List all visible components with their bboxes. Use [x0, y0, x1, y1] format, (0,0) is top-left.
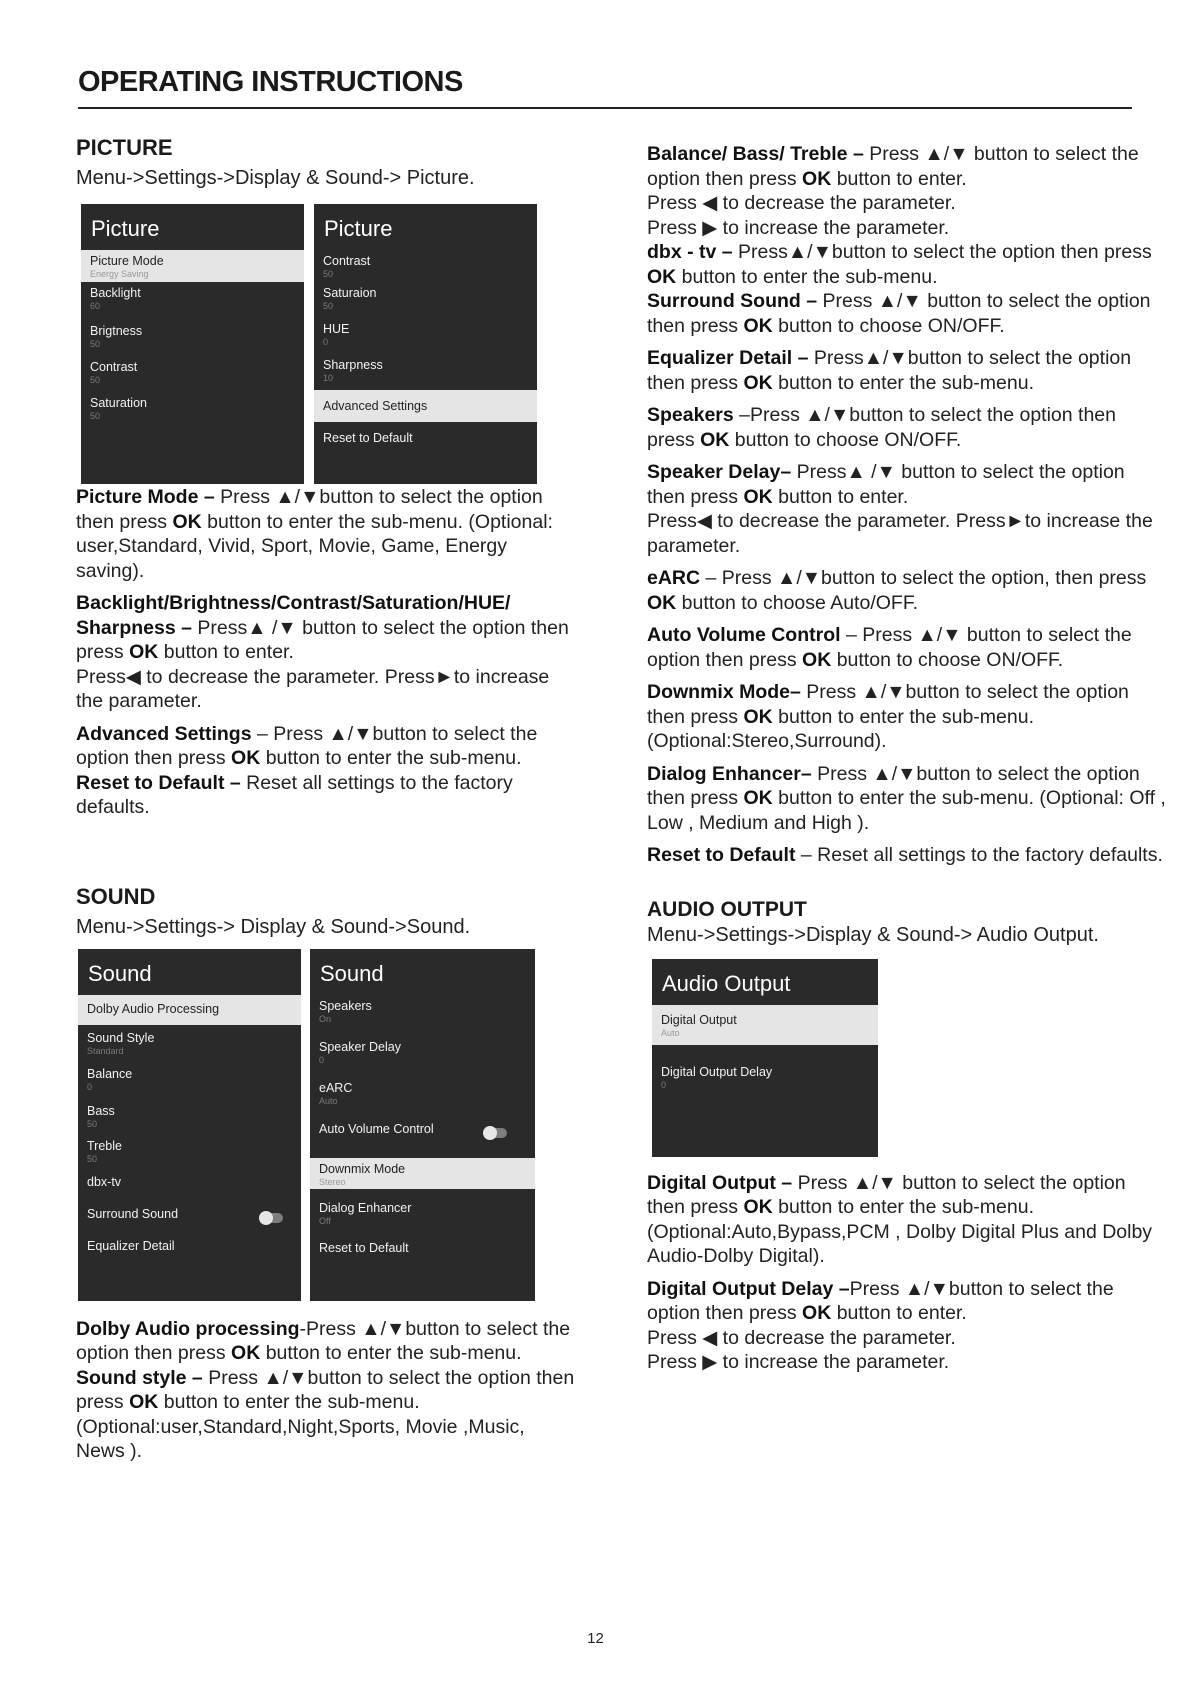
earc-desc	[647, 566, 1167, 615]
menu-item-advanced-settings[interactable]	[314, 390, 537, 422]
reset-desc	[76, 771, 576, 820]
menu-item-backlight[interactable]	[81, 282, 304, 320]
menu-item-sound-style[interactable]	[78, 1025, 301, 1063]
menu-item-label: Reset to Default	[323, 431, 413, 445]
term: Advanced Settings	[76, 722, 252, 745]
equalizer-detail-desc	[647, 346, 1167, 395]
audio-output-menu-path: Menu->Settings->Display & Sound-> Audio Output.	[647, 923, 1099, 946]
ok-key: OK	[700, 428, 730, 451]
dolby-desc	[76, 1317, 576, 1366]
menu-item-value: Standard	[87, 1045, 124, 1056]
ok-key: OK	[802, 648, 832, 671]
menu-item-label: Sound Style	[87, 1030, 155, 1045]
sound-heading: SOUND	[76, 883, 156, 909]
picture-descriptions	[76, 485, 576, 820]
menu-item-value: 50	[90, 375, 101, 385]
menu-item-digital-output[interactable]	[652, 1005, 878, 1045]
menu-item-label: eARC	[319, 1080, 353, 1095]
menu-item-speaker-delay[interactable]	[310, 1036, 535, 1077]
menu-item-label: Contrast	[323, 254, 371, 268]
menu-item-value: 10	[323, 373, 334, 383]
sound-descriptions	[76, 1317, 576, 1464]
decrease-hint: Press ◀ to decrease the parameter.	[647, 1326, 956, 1349]
left-column	[76, 135, 576, 1464]
menu-item-value: 50	[87, 1118, 98, 1129]
menu-item-label: Dolby Audio Processing	[87, 1001, 220, 1016]
ok-key: OK	[231, 747, 261, 769]
text: button to enter the sub-menu. (Optional: Off , Low , Medium and High ).	[647, 787, 1166, 834]
menu-item-value: 0	[319, 1054, 325, 1065]
menu-item-digital-output-delay[interactable]	[652, 1045, 878, 1105]
text: Press ▲/▼ button to select the option then press	[647, 1171, 1126, 1218]
sound-menu-path: Menu->Settings-> Display & Sound->Sound.	[76, 915, 471, 938]
backlight-desc	[76, 591, 576, 665]
text: Press▲ /▼ button to select the option then press	[647, 461, 1125, 508]
text: –Press ▲/▼button to select the option then press	[647, 404, 1116, 451]
menu-item-value: 50	[90, 339, 101, 349]
menu-item-saturation[interactable]	[81, 392, 304, 428]
panel-title: Sound	[88, 960, 152, 986]
ok-key: OK	[647, 591, 677, 614]
menu-item-label: Treble	[87, 1138, 122, 1153]
panel-title: Picture	[91, 216, 160, 241]
parameter-hint: Press◀ to decrease the parameter. Press►to increase the parameter.	[76, 665, 550, 712]
menu-item-value: 0	[323, 337, 329, 347]
menu-item-label: Brigtness	[90, 324, 143, 338]
menu-item-label: Digital Output	[661, 1012, 737, 1027]
surround-sound-desc	[647, 289, 1167, 338]
text: button to choose Auto/OFF.	[676, 591, 918, 614]
term: Dialog Enhancer–	[647, 762, 812, 785]
ok-key: OK	[743, 705, 773, 728]
menu-item-label: Surround Sound	[87, 1206, 179, 1221]
menu-item-label: Auto Volume Control	[319, 1121, 434, 1136]
digital-output-desc	[647, 1171, 1167, 1269]
text: Press ▲/▼button to select the option then press	[76, 1366, 575, 1413]
term: dbx - tv –	[647, 241, 733, 263]
term: Reset to Default	[647, 844, 796, 866]
term: Surround Sound –	[647, 290, 818, 312]
menu-item-reset-to-default[interactable]	[310, 1233, 535, 1265]
ok-key: OK	[647, 265, 677, 288]
audio-output-menu-panel	[652, 959, 878, 1157]
increase-hint: Press ▶ to increase the parameter.	[647, 216, 950, 239]
text: button to enter the sub-menu.	[260, 747, 522, 769]
menu-item-label: Reset to Default	[319, 1240, 409, 1255]
menu-item-value: Off	[319, 1215, 331, 1226]
menu-item-value: 60	[90, 301, 101, 311]
text: button to enter the sub-menu. (Optional:Auto,Bypass,PCM , Dolby Digital Plus and Dolby Audio-Dolby Digital).	[647, 1196, 1153, 1267]
menu-item-label: Contrast	[90, 360, 138, 374]
menu-item-value: 0	[661, 1079, 667, 1090]
text: Press ▲/▼button to select the option then press	[647, 1277, 1114, 1324]
menu-item-contrast[interactable]	[81, 356, 304, 392]
page-title: OPERATING INSTRUCTIONS	[78, 66, 463, 98]
ok-key: OK	[231, 1342, 261, 1364]
menu-item-value: On	[319, 1013, 332, 1024]
text: button to choose ON/OFF.	[831, 648, 1064, 671]
text: – Press ▲/▼button to select the option then press	[76, 722, 538, 769]
menu-item-downmix-mode[interactable]	[310, 1158, 535, 1189]
text: Press ▲/▼button to select the option then press	[647, 681, 1129, 728]
menu-item-value: 50	[323, 269, 334, 279]
ok-key: OK	[129, 641, 159, 663]
speaker-delay-desc	[647, 460, 1167, 509]
sound-menu-panel-2	[310, 949, 535, 1301]
toggle-switch[interactable]	[485, 1128, 507, 1138]
ok-key: OK	[743, 371, 773, 394]
menu-item-label: Bass	[87, 1103, 115, 1118]
text: button to enter.	[831, 1302, 967, 1324]
menu-item-label: Sharpness	[323, 358, 383, 372]
menu-item-value: 50	[90, 411, 101, 421]
text: Press ▲/▼button to select the option then press	[647, 762, 1140, 809]
menu-item-label: Digital Output Delay	[661, 1064, 773, 1079]
term: Speakers	[647, 404, 734, 426]
menu-item-dialog-enhancer[interactable]	[310, 1189, 535, 1233]
sound-screenshots	[76, 949, 576, 1301]
auto-volume-control-desc	[647, 623, 1167, 672]
advanced-settings-desc	[76, 722, 576, 771]
term: Reset to Default –	[76, 771, 241, 794]
term: Equalizer Detail –	[647, 347, 809, 369]
ok-key: OK	[802, 167, 832, 190]
speakers-desc	[647, 403, 1167, 452]
menu-item-label: HUE	[323, 322, 350, 336]
text: button to choose ON/OFF.	[729, 428, 962, 451]
menu-item-reset-to-default[interactable]	[314, 422, 537, 454]
picture-menu-panel-1	[81, 204, 304, 484]
menu-item-label: Downmix Mode	[319, 1161, 406, 1176]
text: button to enter the sub-menu.	[260, 1342, 522, 1364]
dbx-tv-desc	[647, 240, 1167, 289]
text: – Reset all settings to the factory defaults.	[795, 844, 1163, 866]
text: Press▲/▼button to select the option then press	[647, 347, 1132, 394]
term: Downmix Mode–	[647, 681, 801, 703]
text: Press▲/▼button to select the option then press	[732, 241, 1152, 263]
text: button to enter.	[831, 167, 967, 190]
picture-mode-desc	[76, 485, 576, 583]
menu-item-label: Equalizer Detail	[87, 1238, 175, 1253]
sound-menu-panel-1	[78, 949, 301, 1301]
text: Press ▲/▼button to select the option then press	[76, 486, 543, 533]
text: button to enter the sub-menu. (Optional:Stereo,Surround).	[647, 705, 1034, 752]
term: Dolby Audio processing	[76, 1317, 300, 1340]
text: button to enter the sub-menu.	[772, 371, 1034, 394]
menu-item-label: Picture Mode	[90, 254, 164, 268]
picture-menu-path: Menu->Settings->Display & Sound-> Picture.	[76, 167, 475, 189]
menu-item-picture-mode[interactable]	[81, 250, 304, 282]
picture-heading: PICTURE	[76, 135, 173, 160]
menu-item-balance[interactable]	[78, 1063, 301, 1100]
title-divider	[78, 107, 1132, 109]
dialog-enhancer-desc	[647, 762, 1167, 836]
term: Auto Volume Control	[647, 624, 841, 646]
ok-key: OK	[743, 787, 773, 809]
term: Digital Output Delay –	[647, 1277, 850, 1300]
term: eARC	[647, 567, 701, 589]
menu-item-speakers[interactable]	[310, 995, 535, 1036]
menu-item-value: Energy Saving	[90, 269, 149, 279]
audio-output-heading: AUDIO OUTPUT	[647, 897, 807, 921]
text: button to enter the sub-menu.	[676, 265, 938, 288]
menu-item-label: Advanced Settings	[323, 399, 428, 413]
menu-item-label: Speaker Delay	[319, 1039, 401, 1054]
increase-hint: Press ▶ to increase the parameter.	[647, 1351, 950, 1373]
menu-item-label: Backlight	[90, 286, 141, 300]
text: button to choose ON/OFF.	[772, 314, 1005, 337]
menu-item-treble[interactable]	[78, 1135, 301, 1171]
menu-item-earc[interactable]	[310, 1077, 535, 1118]
decrease-hint: Press ◀ to decrease the parameter.	[647, 192, 956, 214]
text: Press▲ /▼ button to select the option then press	[76, 616, 569, 663]
menu-item-saturation[interactable]	[314, 282, 537, 318]
audio-output-screenshot	[647, 959, 1167, 1157]
text: – Press ▲/▼button to select the option, then press	[700, 567, 1147, 589]
sound-style-desc	[76, 1366, 576, 1464]
ok-key: OK	[743, 314, 773, 337]
menu-item-label: Saturaion	[323, 286, 377, 300]
menu-item-label: dbx-tv	[87, 1174, 122, 1189]
text: button to enter the sub-menu. (Optional: user,Standard, Vivid, Sport, Movie, Game, Energy saving).	[76, 510, 553, 582]
panel-title: Audio Output	[662, 970, 791, 996]
menu-item-brightness[interactable]	[81, 320, 304, 356]
text: button to enter.	[772, 485, 909, 508]
term: Balance/ Bass/ Treble –	[647, 143, 864, 165]
panel-title: Sound	[320, 960, 384, 986]
menu-item-dbx-tv[interactable]	[78, 1171, 301, 1203]
menu-item-equalizer-detail[interactable]	[78, 1235, 301, 1267]
menu-item-value: 50	[323, 301, 334, 311]
downmix-mode-desc	[647, 680, 1167, 754]
menu-item-label: Speakers	[319, 998, 372, 1013]
text: -Press ▲/▼button to select the option then press	[76, 1317, 571, 1364]
term: Sound style –	[76, 1366, 203, 1389]
menu-item-surround-sound[interactable]	[78, 1203, 301, 1235]
menu-item-hue[interactable]	[314, 318, 537, 354]
menu-item-value: Stereo	[319, 1176, 346, 1187]
ok-key: OK	[172, 510, 202, 533]
term: Speaker Delay–	[647, 461, 792, 483]
menu-item-label: Saturation	[90, 396, 147, 410]
ok-key: OK	[129, 1391, 159, 1413]
ok-key: OK	[743, 485, 773, 508]
menu-item-label: Dialog Enhancer	[319, 1200, 412, 1215]
speaker-delay-hint: Press◀ to decrease the parameter. Press►to increase the parameter.	[647, 510, 1153, 557]
text: button to enter the sub-menu.(Optional:user,Standard,Night,Sports, Movie ,Music, News ).	[76, 1391, 525, 1462]
term: Backlight/Brightness/Contrast/Saturation/HUE/ Sharpness –	[76, 592, 511, 639]
balance-bass-treble-desc	[647, 142, 1167, 191]
text: Press ▲/▼ button to select the option then press	[647, 290, 1151, 337]
text: button to enter.	[158, 641, 294, 663]
audio-output-descriptions	[647, 1171, 1167, 1375]
menu-item-auto-volume-control[interactable]	[310, 1118, 535, 1158]
text: Reset all settings to the factory defaults.	[76, 771, 513, 818]
term: Picture Mode –	[76, 486, 215, 508]
digital-output-delay-desc	[647, 1277, 1167, 1326]
panel-title: Picture	[324, 216, 393, 241]
menu-item-bass[interactable]	[78, 1100, 301, 1135]
menu-item-value: 0	[87, 1081, 93, 1092]
page-number: 12	[587, 1630, 604, 1647]
menu-item-contrast[interactable]	[314, 250, 537, 282]
menu-item-value: Auto	[319, 1095, 338, 1106]
menu-item-dolby-audio-processing[interactable]	[78, 995, 301, 1025]
right-column	[647, 142, 1167, 1375]
menu-item-value: 50	[87, 1153, 98, 1164]
ok-key: OK	[802, 1302, 832, 1324]
text: Press ▲/▼ button to select the option then press	[647, 143, 1139, 190]
sound-reset-desc	[647, 843, 1167, 868]
toggle-switch[interactable]	[261, 1213, 283, 1223]
picture-menu-panel-2	[314, 204, 537, 484]
menu-item-sharpness[interactable]	[314, 354, 537, 390]
text: – Press ▲/▼ button to select the option then press	[647, 624, 1132, 671]
term: Digital Output –	[647, 1171, 793, 1194]
menu-item-value: Auto	[661, 1027, 680, 1038]
ok-key: OK	[743, 1196, 773, 1218]
picture-screenshots	[76, 204, 576, 489]
menu-item-label: Balance	[87, 1066, 133, 1081]
